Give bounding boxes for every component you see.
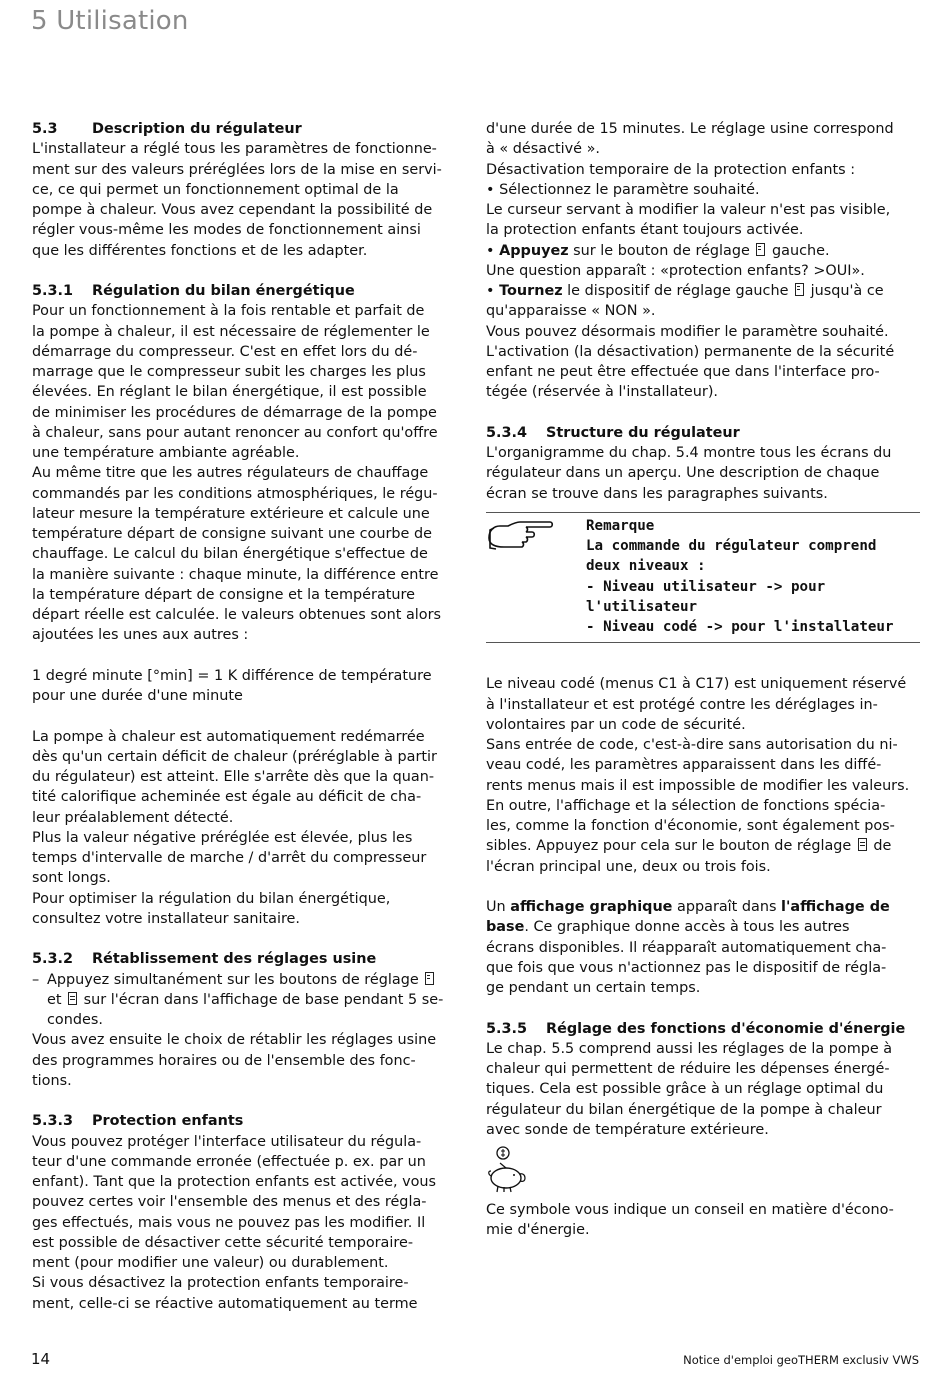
text-line: Plus la valeur négative préréglée est élevée, plus les	[32, 829, 413, 846]
bold-word: affichage graphique	[510, 899, 673, 915]
text-line: d'une durée de 15 minutes. Le réglage usine correspond	[486, 121, 894, 137]
document-title: Notice d'emploi geoTHERM exclusiv VWS	[683, 1353, 919, 1367]
text-line: ment, celle-ci se réactive automatiquement au terme	[32, 1295, 418, 1312]
section-body-5-3-3	[32, 1132, 466, 1314]
text-line: régulateur du bilan énergétique de la pompe à chaleur	[486, 1101, 882, 1118]
section-title: Rétablissement des réglages usine	[92, 951, 377, 968]
text-line: démarrage du compresseur. C'est en effet lors du dé-	[32, 343, 418, 360]
remark-line: deux niveaux :	[586, 558, 706, 575]
text-line: que fois que vous n'actionnez pas le dispositif de régla-	[486, 959, 887, 976]
text-line: avec sonde de température extérieure.	[486, 1121, 769, 1138]
section-number: 5.3.2	[32, 951, 73, 968]
text-line: Une question apparaît : «protection enfants? >OUI».	[486, 262, 865, 279]
text-line: qu'apparaisse « NON ».	[486, 303, 656, 320]
text-line: L'installateur a réglé tous les paramètres de fonctionne-	[32, 141, 437, 158]
text-line: la température départ de consigne et la température	[32, 586, 415, 603]
text-line: dès qu'un certain déficit de chaleur (préréglable à partir	[32, 748, 437, 765]
formula-line: pour une durée d'une minute	[32, 688, 243, 704]
text-line: L'organigramme du chap. 5.4 montre tous les écrans du	[486, 445, 892, 461]
section-body-5-3-1	[32, 301, 466, 929]
section-number: 5.3.3	[32, 1113, 73, 1130]
formula-line: 1 degré minute [°min] = 1 K différence de température	[32, 667, 432, 684]
section-heading-5-3-3	[32, 1111, 466, 1131]
page-number: 14	[31, 1350, 51, 1368]
text-span: apparaît dans	[677, 899, 777, 915]
text-line: ment (pour modifier une valeur) ou durablement.	[32, 1255, 389, 1271]
instruction-turn: • Tournez le dispositif de réglage gauche jusqu'à ce	[486, 283, 884, 299]
text-line-with-icon	[486, 836, 920, 856]
left-dial-icon	[756, 243, 765, 256]
text-line: veau codé, les paramètres apparaissent dans les diffé-	[486, 757, 882, 774]
text-line: marrage que le compresseur subit les charges les plus	[32, 364, 426, 380]
remark-line: La commande du régulateur comprend	[586, 538, 877, 554]
text-line: élevées. En réglant le bilan énergétique, il est possible	[32, 384, 427, 401]
bold-word: base	[486, 919, 525, 936]
text-span: Appuyez simultanément sur les boutons de réglage	[47, 971, 419, 988]
text-span: jusqu'à ce	[810, 283, 884, 299]
dash-bullet-item	[32, 970, 466, 1031]
text-line: enfant). Tant que la protection enfants est activée, vous	[32, 1174, 437, 1190]
piggy-bank-icon	[486, 1144, 920, 1194]
graph-line	[486, 917, 920, 937]
text-line: est possible de désactiver cette sécurité temporaire-	[32, 1234, 414, 1251]
text-line: ment sur des valeurs préréglées lors de la mise en servi-	[32, 161, 442, 178]
text-line: tions.	[32, 1072, 72, 1089]
text-line: Pour un fonctionnement à la fois rentable et parfait de	[32, 303, 425, 320]
bold-word: Tournez	[499, 283, 563, 299]
menu-button-icon	[68, 992, 77, 1005]
remark-title: Remarque	[586, 517, 655, 534]
right-column	[486, 119, 920, 1241]
section-number: 5.3.1	[32, 283, 73, 299]
text-line: régulateur dans un aperçu. Une description de chaque	[486, 465, 880, 482]
text-line: chauffage. Le calcul du bilan énergétique s'effectue de	[32, 546, 428, 563]
text-line: pouvez certes voir l'ensemble des menus et des régla-	[32, 1194, 427, 1211]
text-line: rents menus mais il est impossible de modifier les valeurs.	[486, 777, 910, 794]
text-line: tité calorifique acheminée est égale au déficit de cha-	[32, 789, 422, 806]
text-line: En outre, l'affichage et la sélection de fonctions spécia-	[486, 797, 886, 814]
text-line: enfant ne peut être effectuée que dans l'interface pro-	[486, 364, 880, 380]
text-line: Au même titre que les autres régulateurs de chauffage	[32, 465, 429, 482]
text-line: régler vous-même les modes de fonctionnement ainsi	[32, 222, 421, 239]
section-heading-5-3-5	[486, 1019, 920, 1039]
left-dial-icon	[425, 972, 434, 985]
text-line: Le chap. 5.5 comprend aussi les réglages de la pompe à	[486, 1040, 893, 1057]
text-line: Sans entrée de code, c'est-à-dire sans autorisation du ni-	[486, 737, 898, 753]
section-heading-5-3-4	[486, 423, 920, 443]
remark-text	[586, 516, 920, 638]
text-line: ges effectués, mais vous ne pouvez pas les modifier. Il	[32, 1214, 426, 1231]
text-line: Désactivation temporaire de la protection enfants :	[486, 161, 856, 178]
text-line: Vous pouvez protéger l'interface utilisateur du régula-	[32, 1133, 422, 1150]
text-line: à chaleur, sans pour autant renoncer au confort qu'offre	[32, 424, 438, 441]
instruction-press: • Appuyez sur le bouton de réglage gauche.	[486, 242, 830, 259]
text-line: Si vous désactivez la protection enfants temporaire-	[32, 1275, 409, 1292]
section-body-5-3	[32, 139, 466, 261]
text-line: tégée (réservée à l'installateur).	[486, 384, 719, 401]
text-line: teur d'une commande erronée (effectuée p. ex. par un	[32, 1153, 426, 1170]
text-line: Ce symbole vous indique un conseil en matière d'écono-	[486, 1202, 894, 1218]
text-line: des programmes horaires ou de l'ensemble des fonc-	[32, 1052, 416, 1069]
remark-box	[486, 512, 920, 644]
section-title: Régulation du bilan énergétique	[92, 283, 355, 299]
text-span: . Ce graphique donne accès à tous les autres	[524, 919, 850, 936]
text-line: ce, ce qui permet un fonctionnement optimal de la	[32, 181, 399, 198]
text-line: l'écran principal une, deux ou trois fois.	[486, 858, 771, 875]
bold-word: l'affichage de	[781, 899, 890, 915]
text-line: la protection enfants étant toujours activée.	[486, 222, 804, 239]
text-line: • Sélectionnez le paramètre souhaité.	[486, 181, 760, 198]
text-line: Vous pouvez désormais modifier le paramètre souhaité.	[486, 323, 889, 340]
text-line: Pour optimiser la régulation du bilan énergétique,	[32, 890, 391, 907]
text-line: la pompe à chaleur, il est nécessaire de réglementer le	[32, 323, 430, 340]
text-span: Un	[486, 899, 506, 915]
text-line: tiques. Cela est possible grâce à un réglage optimal du	[486, 1081, 884, 1098]
graph-line	[486, 897, 920, 917]
text-line: du régulateur) est atteint. Elle s'arrête dès que la quan-	[32, 769, 435, 785]
left-column	[32, 119, 466, 1314]
text-line: la manière suivante : chaque minute, la différence entre	[32, 566, 439, 583]
section-heading-5-3-2	[32, 949, 466, 969]
section-title: Description du régulateur	[92, 121, 302, 137]
text-span: sur l'écran dans l'affichage de base pendant 5 se-	[83, 991, 444, 1008]
text-line: temps d'intervalle de marche / d'arrêt du compresseur	[32, 850, 427, 866]
section-title: Structure du régulateur	[546, 424, 740, 441]
text-line: écran se trouve dans les paragraphes suivants.	[486, 485, 828, 502]
text-span: le dispositif de réglage gauche	[567, 283, 789, 299]
text-line: ge pendant un certain temps.	[486, 980, 701, 996]
page-header-title: 5 Utilisation	[31, 6, 189, 36]
section-title: Protection enfants	[92, 1113, 244, 1130]
text-line: L'activation (la désactivation) permanente de la sécurité	[486, 343, 895, 360]
text-line: pompe à chaleur. Vous avez cependant la possibilité de	[32, 202, 433, 218]
text-span: de	[873, 838, 892, 855]
text-line: ajoutées les unes aux autres :	[32, 627, 249, 644]
text-line: chaleur qui permettent de réduire les dépenses énergé-	[486, 1061, 890, 1077]
text-line: volontaires par un code de sécurité.	[486, 716, 746, 733]
left-dial-icon	[795, 283, 804, 296]
text-line: leur préalablement détecté.	[32, 809, 234, 826]
pointing-hand-icon	[486, 516, 586, 638]
text-line: condes.	[47, 1012, 103, 1028]
remark-line: - Niveau codé -> pour l'installateur	[586, 619, 894, 635]
text-line: commandés par les conditions atmosphériques, le régu-	[32, 485, 438, 502]
text-span: sibles. Appuyez pour cela sur le bouton de réglage	[486, 838, 852, 855]
section-number: 5.3.4	[486, 424, 527, 441]
text-line: Le niveau codé (menus C1 à C17) est uniquement réservé	[486, 676, 907, 693]
text-line: une température ambiante agréable.	[32, 445, 300, 461]
section-heading-5-3-1	[32, 281, 466, 301]
text-line: mie d'énergie.	[486, 1222, 590, 1239]
text-line: température départ de consigne suivant une courbe de	[32, 526, 432, 542]
bold-word: Appuyez	[499, 242, 569, 259]
text-line: que les différentes fonctions et de les adapter.	[32, 242, 368, 259]
section-heading-5-3	[32, 119, 466, 139]
menu-button-icon	[858, 838, 867, 851]
section-number: 5.3	[32, 121, 58, 137]
text-span: et	[47, 991, 62, 1008]
text-line: à l'installateur et est protégé contre les déréglages in-	[486, 696, 878, 713]
text-line: départ réelle est calculée. le valeurs obtenues sont alors	[32, 607, 441, 623]
text-line: de minimiser les procédures de démarrage de la pompe	[32, 404, 437, 421]
text-line: La pompe à chaleur est automatiquement redémarrée	[32, 728, 425, 745]
section-number: 5.3.5	[486, 1020, 527, 1037]
text-line: les, comme la fonction d'économie, sont également pos-	[486, 818, 895, 834]
text-line: à « désactivé ».	[486, 141, 600, 158]
text-line: écrans disponibles. Il réapparaît automatiquement cha-	[486, 939, 887, 956]
section-body-5-3-2	[32, 970, 466, 1092]
text-line: consultez votre installateur sanitaire.	[32, 910, 300, 927]
text-line: lateur mesure la température extérieure et calcule une	[32, 505, 430, 522]
text-span: gauche.	[772, 242, 830, 259]
section-title: Réglage des fonctions d'économie d'énergie	[546, 1020, 906, 1037]
text-line: Le curseur servant à modifier la valeur n'est pas visible,	[486, 202, 891, 218]
text-line: Vous avez ensuite le choix de rétablir les réglages usine	[32, 1032, 437, 1049]
text-line: sont longs.	[32, 870, 111, 887]
remark-line: - Niveau utilisateur -> pour l'utilisateur	[586, 578, 826, 615]
text-span: sur le bouton de réglage	[573, 242, 750, 259]
